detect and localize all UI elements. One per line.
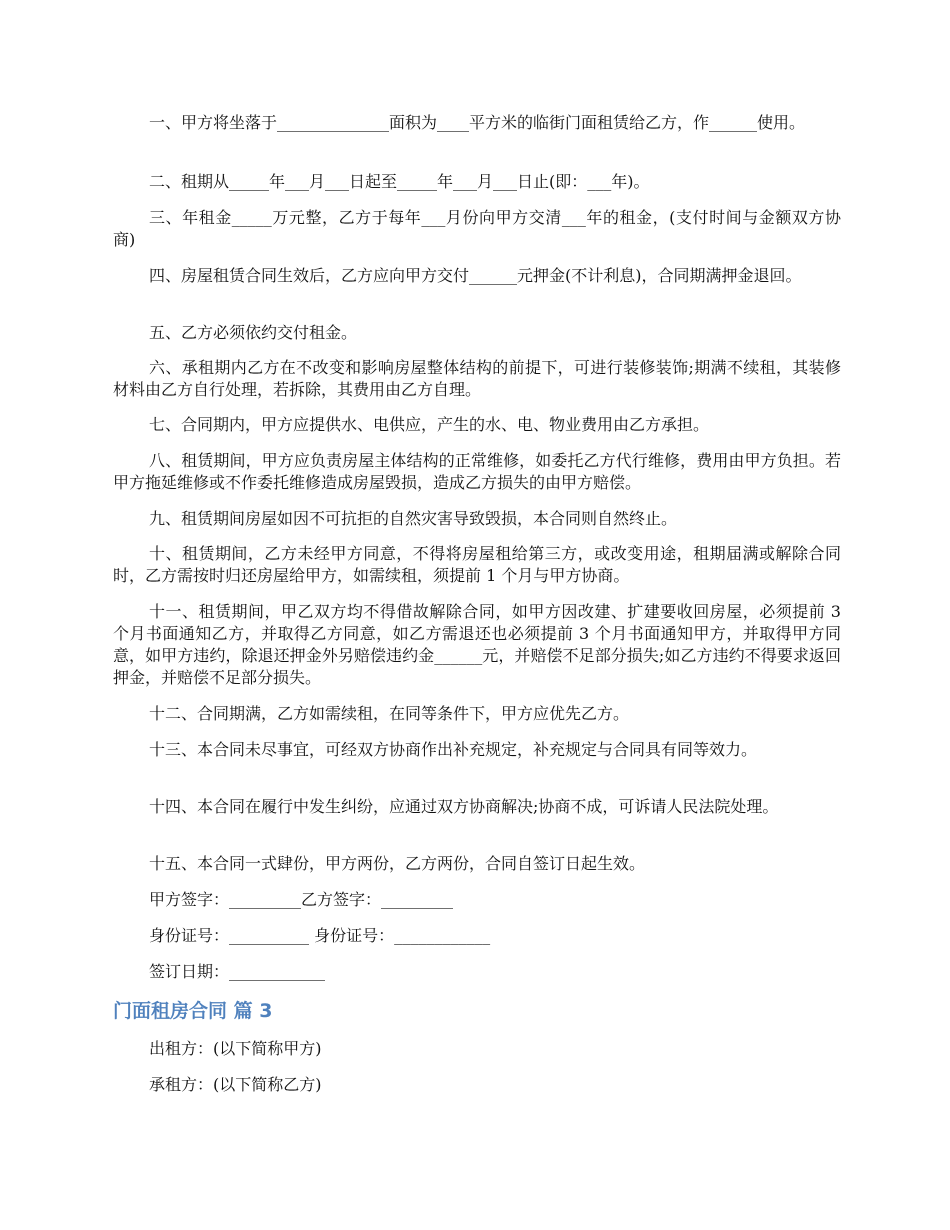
clause-13: 十三、本合同未尽事宜，可经双方协商作出补充规定，补充规定与合同具有同等效力。 [149, 740, 758, 759]
clause-6: 六、承租期内乙方在不改变和影响房屋整体结构的前提下，可进行装修装饰;期满不续租，其装修材料由乙方自行处理，若拆除，其费用由乙方自理。 [113, 358, 841, 399]
clause-8: 八、租赁期间，甲方应负责房屋主体结构的正常维修，如委托乙方代行维修，费用由甲方负担。若甲方拖延维修或不作委托维修造成房屋毁损，造成乙方损失的由甲方赔偿。 [113, 451, 841, 492]
clause-12: 十二、合同期满，乙方如需续租，在同等条件下，甲方应优先乙方。 [149, 704, 630, 723]
clause-10: 十、租赁期间，乙方未经甲方同意，不得将房屋租给第三方，或改变用途，租期届满或解除合同时，乙方需按时归还房屋给甲方，如需续租，须提前 1 个月与甲方协商。 [113, 544, 841, 585]
clause-5: 五、乙方必须依约交付租金。 [149, 323, 358, 342]
clause-15: 十五、本合同一式肆份，甲方两份，乙方两份，合同自签订日起生效。 [149, 854, 646, 873]
signature-line: 甲方签字：_________乙方签字：_________ [149, 890, 454, 909]
clause-3: 三、年租金_____万元整，乙方于每年___月份向甲方交清___年的租金，(支付时间与金额双方协商) [113, 208, 841, 249]
section-heading: 门面租房合同 篇 3 [113, 1000, 273, 1022]
lessee-line: 承租方：(以下简称乙方) [149, 1075, 322, 1094]
clause-1: 一、甲方将坐落于______________面积为____平方米的临街门面租赁给乙方，作______使用。 [149, 113, 806, 132]
clause-11: 十一、租赁期间，甲乙双方均不得借故解除合同，如甲方因改建、扩建要收回房屋，必须提前 3 个月书面通知乙方，并取得乙方同意，如乙方需退还也必须提前 3 个月书面通知甲方，并取得甲方同意，如甲方违约，除退还押金外另赔偿违约金______元，并赔偿不足部分损失;如乙方违约不得要求返回押金，并赔偿不足部分损失。 [113, 602, 841, 687]
clause-4: 四、房屋租赁合同生效后，乙方应向甲方交付______元押金(不计利息)，合同期满押金退回。 [149, 266, 802, 285]
lessor-line: 出租方：(以下简称甲方) [149, 1039, 322, 1058]
sign-date-line: 签订日期：____________ [149, 962, 326, 981]
clause-2: 二、租期从_____年___月___日起至_____年___月___日止(即：___年)。 [149, 172, 650, 191]
id-number-line: 身份证号：__________ 身份证号：____________ [149, 926, 491, 945]
clause-14: 十四、本合同在履行中发生纠纷，应通过双方协商解决;协商不成，可诉请人民法院处理。 [149, 797, 779, 816]
clause-7: 七、合同期内，甲方应提供水、电供应，产生的水、电、物业费用由乙方承担。 [149, 415, 710, 434]
clause-9: 九、租赁期间房屋如因不可抗拒的自然灾害导致毁损，本合同则自然终止。 [149, 509, 678, 528]
